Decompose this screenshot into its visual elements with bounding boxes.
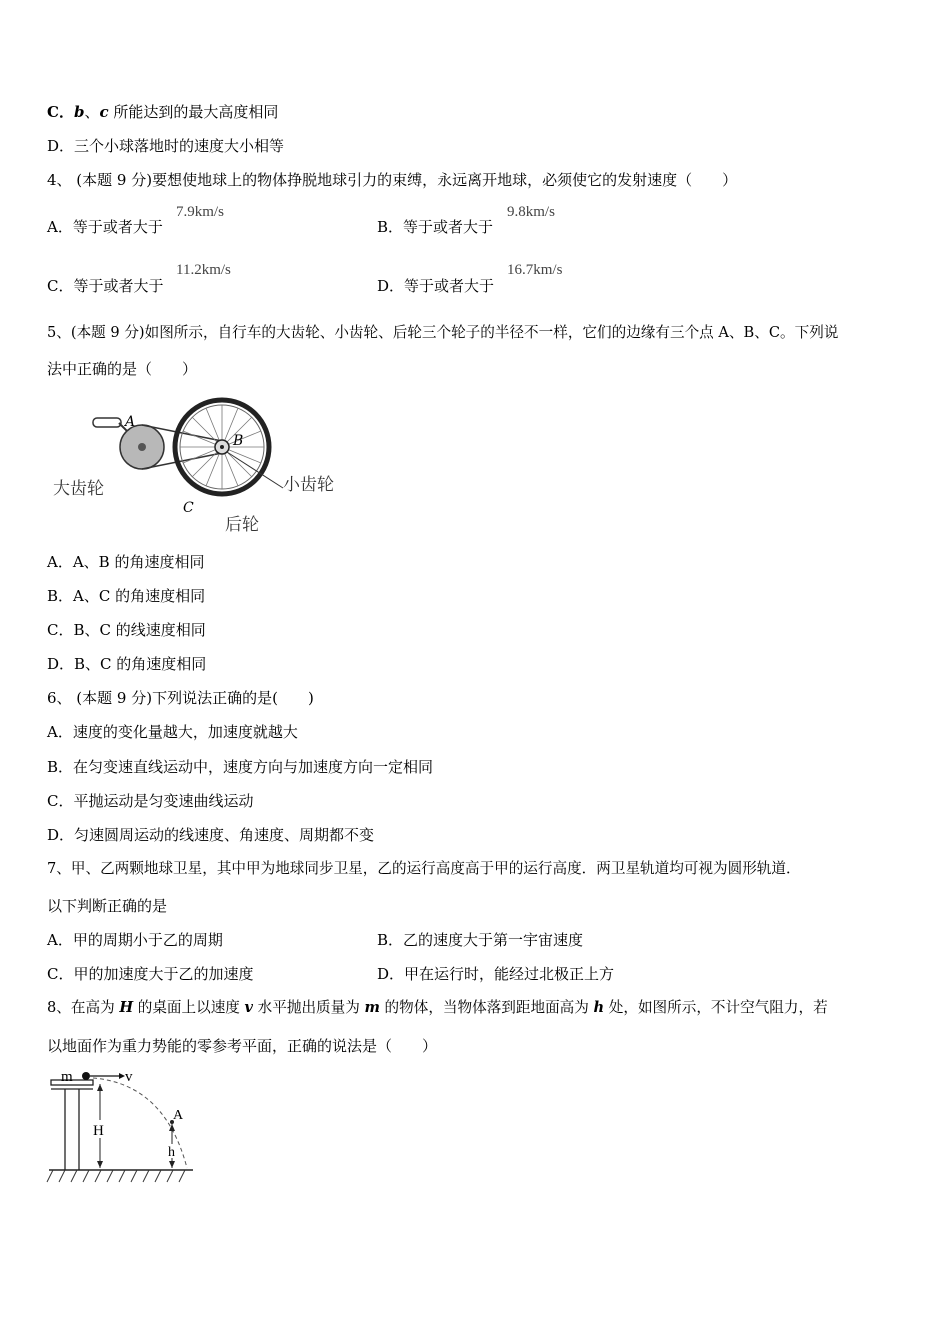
q7-option-a: A．甲的周期小于乙的周期 <box>47 931 223 949</box>
label-h: h <box>168 1145 175 1160</box>
q3-var-c: c <box>99 103 109 121</box>
q6-option-c: C．平抛运动是匀变速曲线运动 <box>47 792 254 810</box>
ball <box>82 1072 90 1080</box>
q8-stem-line1: 8、在高为 H 的桌面上以速度 v 水平抛出质量为 m 的物体，当物体落到距地面高为 h 处，如图所示，不计空气阻力，若 <box>47 999 828 1016</box>
label-C: C <box>183 500 194 516</box>
projectile-figure <box>45 1064 200 1189</box>
q3-var-b: b <box>73 103 85 121</box>
q5-option-c: C．B、C 的线速度相同 <box>47 621 206 639</box>
q4-option-a-value: 7.9km/s <box>176 204 224 220</box>
q4-option-b: B．等于或者大于 <box>377 218 494 236</box>
q4-stem: 4、 (本题 9 分)要想使地球上的物体挣脱地球引力的束缚，永远离开地球，必须使它的发射速度（ ） <box>47 171 738 189</box>
label-m: m <box>61 1069 73 1085</box>
label-v: v <box>125 1069 133 1085</box>
label-B: B <box>233 433 244 449</box>
big-gear-hub <box>138 443 146 451</box>
q8-var-H: H <box>119 999 134 1016</box>
label-small-gear: 小齿轮 <box>283 475 334 495</box>
small-gear-hub <box>220 445 224 449</box>
q5-option-a: A．A、B 的角速度相同 <box>47 553 205 571</box>
q7-option-c: C．甲的加速度大于乙的加速度 <box>47 965 254 983</box>
q8-stem-line2: 以地面作为重力势能的零参考平面，正确的说法是（ ） <box>47 1037 438 1055</box>
label-A: A <box>125 414 136 430</box>
label-A: A <box>173 1108 184 1123</box>
q5-stem-line2: 法中正确的是（ ） <box>47 360 198 378</box>
q5-stem-line1: 5、(本题 9 分)如图所示，自行车的大齿轮、小齿轮、后轮三个轮子的半径不一样，它们的边缘有三个点 A、B、C。下列说 <box>47 324 839 341</box>
q4-option-b-value: 9.8km/s <box>507 204 555 220</box>
pedal <box>93 418 121 427</box>
q5-option-b: B．A、C 的角速度相同 <box>47 587 206 605</box>
q4-option-c-value: 11.2km/s <box>176 262 231 278</box>
label-rear-wheel: 后轮 <box>225 515 259 535</box>
q6-option-a: A．速度的变化量越大，加速度就越大 <box>47 723 298 741</box>
label-H: H <box>93 1123 104 1139</box>
q8-var-v: v <box>244 999 254 1016</box>
q7-stem-line2: 以下判断正确的是 <box>47 897 168 915</box>
q8-var-h: h <box>593 999 605 1016</box>
q8-var-m: m <box>364 999 380 1016</box>
q6-option-b: B．在匀变速直线运动中，速度方向与加速度方向一定相同 <box>47 758 434 776</box>
q7-option-d: D．甲在运行时，能经过北极正上方 <box>377 965 615 983</box>
h-arrow-down <box>169 1161 175 1168</box>
H-arrow-down <box>97 1161 103 1168</box>
label-big-gear: 大齿轮 <box>53 479 104 499</box>
q4-option-d: D．等于或者大于 <box>377 277 495 295</box>
q4-option-d-value: 16.7km/s <box>507 262 563 278</box>
q6-stem: 6、 (本题 9 分)下列说法正确的是( ) <box>47 689 314 707</box>
q4-option-a: A．等于或者大于 <box>47 218 163 236</box>
ground-hatching <box>47 1170 185 1182</box>
q7-option-b: B．乙的速度大于第一宇宙速度 <box>377 931 584 949</box>
q6-option-d: D．匀速圆周运动的线速度、角速度、周期都不变 <box>47 826 375 844</box>
q3-option-c: C．b、c 所能达到的最大高度相同 <box>47 103 279 121</box>
q5-option-d: D．B、C 的角速度相同 <box>47 655 207 673</box>
H-arrow-up <box>97 1084 103 1091</box>
bicycle-gear-figure <box>45 390 340 535</box>
q4-option-c: C．等于或者大于 <box>47 277 164 295</box>
q3-option-d: D．三个小球落地时的速度大小相等 <box>47 137 285 155</box>
q7-stem-line1: 7、甲、乙两颗地球卫星，其中甲为地球同步卫星，乙的运行高度高于甲的运行高度．两卫星轨道均可视为圆形轨道． <box>47 860 801 877</box>
